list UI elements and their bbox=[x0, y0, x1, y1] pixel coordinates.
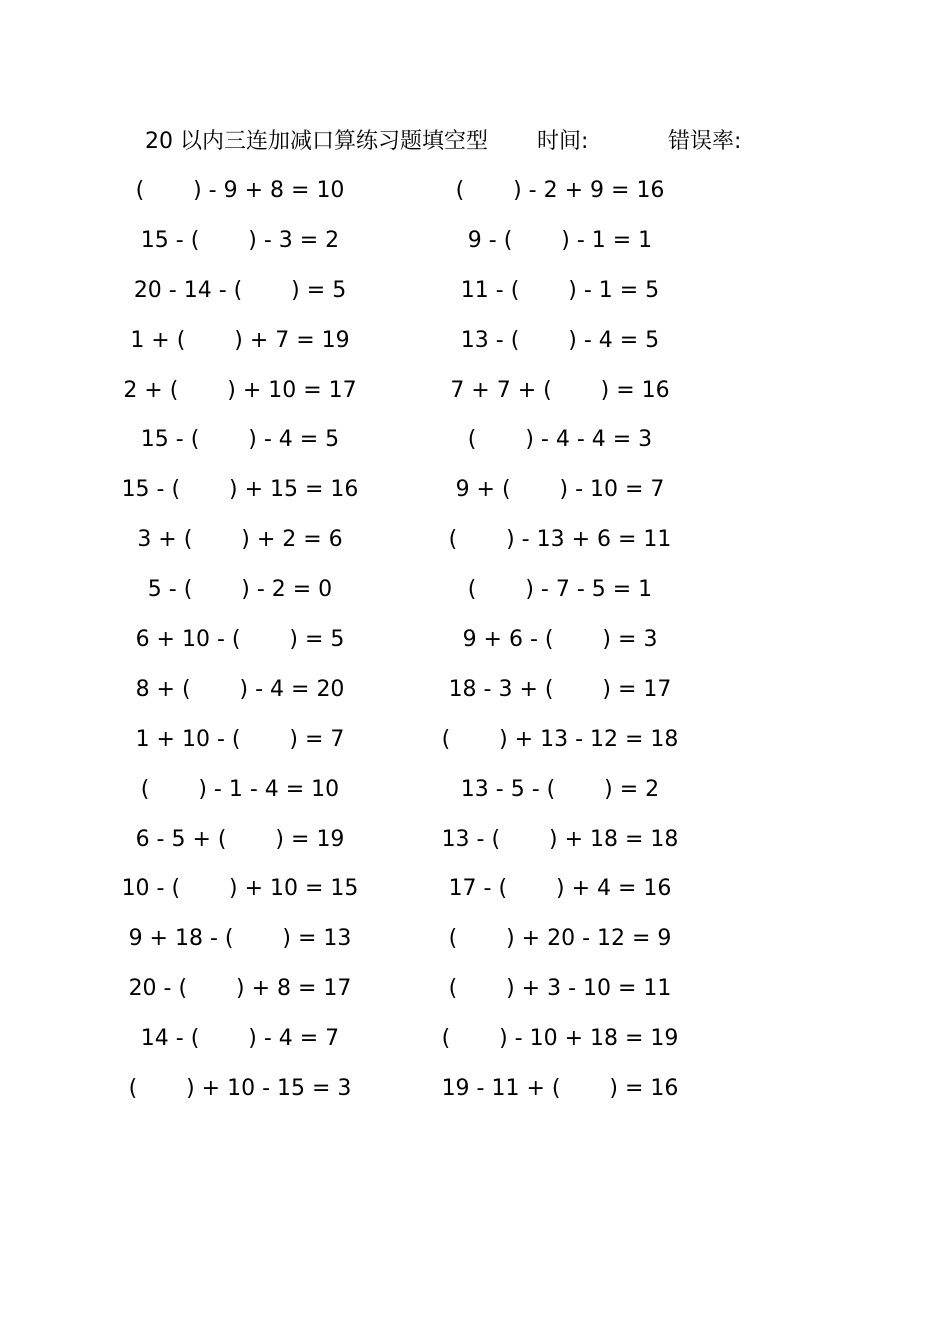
problem-item: 9 + 18 - ( ) = 13 bbox=[128, 926, 352, 952]
problem-item: 18 - 3 + ( ) = 17 bbox=[448, 676, 672, 702]
problem-item: ( ) + 3 - 10 = 11 bbox=[448, 976, 672, 1002]
problem-item: 7 + 7 + ( ) = 16 bbox=[450, 377, 670, 403]
problem-item: 15 - ( ) + 15 = 16 bbox=[121, 477, 359, 503]
problem-item: 3 + ( ) + 2 = 6 bbox=[137, 527, 343, 553]
problem-item: 6 + 10 - ( ) = 5 bbox=[135, 627, 345, 653]
problem-item: 8 + ( ) - 4 = 20 bbox=[135, 676, 345, 702]
problem-item: ( ) - 1 - 4 = 10 bbox=[140, 776, 340, 802]
problem-item: 1 + ( ) + 7 = 19 bbox=[130, 327, 350, 353]
problem-item: 10 - ( ) + 10 = 15 bbox=[121, 876, 359, 902]
problem-item: 11 - ( ) - 1 = 5 bbox=[460, 277, 660, 303]
problem-item: ( ) - 9 + 8 = 10 bbox=[135, 178, 345, 203]
right-problem-column bbox=[430, 175, 690, 1123]
left-problem-column bbox=[110, 175, 370, 1123]
problem-item: 9 - ( ) - 1 = 1 bbox=[467, 227, 653, 253]
problem-item: ( ) - 4 - 4 = 3 bbox=[467, 427, 653, 453]
problem-item: 15 - ( ) - 4 = 5 bbox=[140, 427, 340, 453]
problem-item: ( ) - 10 + 18 = 19 bbox=[441, 1026, 679, 1052]
error-rate-label: 错误率: bbox=[668, 129, 742, 154]
problem-item: ( ) + 20 - 12 = 9 bbox=[448, 926, 672, 952]
problem-item: ( ) + 13 - 12 = 18 bbox=[441, 726, 679, 752]
problem-item: ( ) + 10 - 15 = 3 bbox=[128, 1076, 352, 1102]
problem-item: 20 - ( ) + 8 = 17 bbox=[128, 976, 352, 1002]
problem-item: ( ) - 13 + 6 = 11 bbox=[448, 527, 672, 553]
problem-item: 1 + 10 - ( ) = 7 bbox=[135, 726, 345, 752]
problem-item: 13 - ( ) - 4 = 5 bbox=[460, 327, 660, 353]
problem-item: 9 + 6 - ( ) = 3 bbox=[462, 627, 658, 653]
problem-item: 15 - ( ) - 3 = 2 bbox=[140, 227, 340, 253]
time-label: 时间: bbox=[537, 129, 589, 154]
problem-item: 14 - ( ) - 4 = 7 bbox=[140, 1026, 340, 1052]
problem-item: 2 + ( ) + 10 = 17 bbox=[123, 377, 357, 403]
problem-item: 19 - 11 + ( ) = 16 bbox=[441, 1076, 679, 1102]
problem-item: 5 - ( ) - 2 = 0 bbox=[147, 577, 333, 603]
problem-item: 20 - 14 - ( ) = 5 bbox=[133, 277, 347, 303]
problem-item: ( ) - 2 + 9 = 16 bbox=[455, 178, 665, 203]
problem-item: 17 - ( ) + 4 = 16 bbox=[448, 876, 672, 902]
problem-item: 9 + ( ) - 10 = 7 bbox=[455, 477, 665, 503]
problem-item: 13 - ( ) + 18 = 18 bbox=[441, 826, 679, 852]
problem-item: 6 - 5 + ( ) = 19 bbox=[135, 826, 345, 852]
problem-item: 13 - 5 - ( ) = 2 bbox=[460, 776, 660, 802]
worksheet-title: 20 以内三连加减口算练习题填空型 bbox=[145, 129, 488, 154]
problem-item: ( ) - 7 - 5 = 1 bbox=[467, 577, 653, 603]
